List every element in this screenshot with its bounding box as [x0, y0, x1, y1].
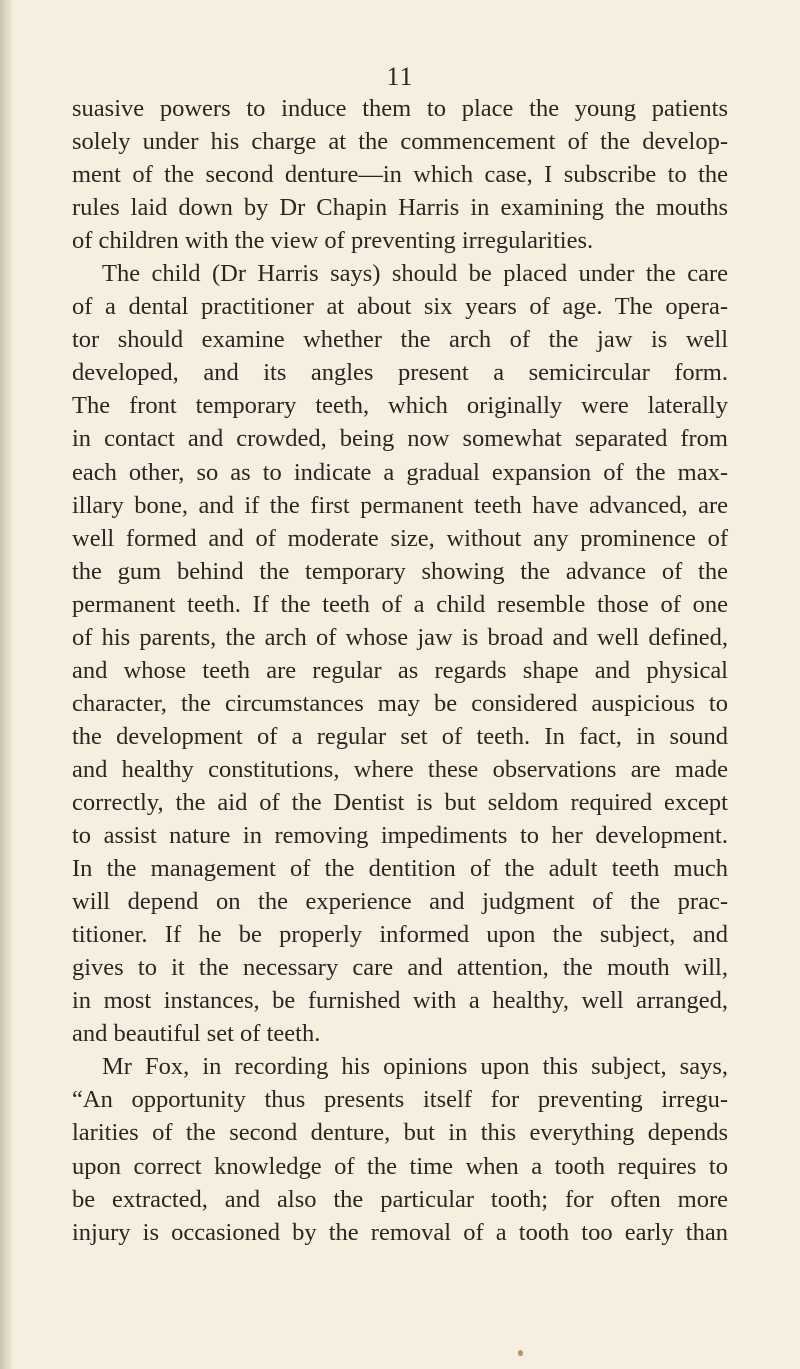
page-number: 11 — [386, 62, 414, 91]
text-line: each other, so as to indicate a gradual expansion of the max- — [72, 458, 728, 486]
text-line: upon correct knowledge of the time when a tooth requires to — [72, 1152, 728, 1180]
text-line: larities of the second denture, but in this everything depends — [72, 1119, 728, 1147]
text-line: character, the circumstances may be considered auspicious to — [72, 689, 728, 717]
text-line: will depend on the experience and judgment of the prac- — [72, 888, 728, 916]
text-line: of a dental practitioner at about six years of age. The opera- — [72, 293, 728, 321]
text-line: gives to it the necessary care and attention, the mouth will, — [72, 954, 728, 982]
text-line: correctly, the aid of the Dentist is but seldom required except — [72, 788, 728, 816]
text-line: developed, and its angles present a semicircular form. — [72, 359, 728, 387]
text-line: and beautiful set of teeth. — [72, 1020, 321, 1048]
text-line: In the management of the dentition of the adult teeth much — [72, 855, 728, 883]
text-line: titioner. If he be properly informed upon the subject, and — [72, 921, 728, 949]
text-line: to assist nature in removing impediments to her development. — [72, 822, 728, 850]
text-line: “An opportunity thus presents itself for preventing irregu- — [72, 1086, 728, 1114]
text-line: solely under his charge at the commencement of the develop- — [72, 128, 728, 156]
text-line: well formed and of moderate size, without any prominence of — [72, 524, 728, 552]
text-line: in most instances, be furnished with a healthy, well arranged, — [72, 987, 728, 1015]
text-line: and healthy constitutions, where these observations are made — [72, 755, 728, 783]
text-line: be extracted, and also the particular tooth; for often more — [72, 1185, 728, 1213]
ink-speck — [518, 1350, 523, 1356]
text-line: the development of a regular set of teeth. In fact, in sound — [72, 722, 728, 750]
text-line: The front temporary teeth, which originally were laterally — [72, 392, 728, 420]
text-line: of children with the view of preventing irregularities. — [72, 227, 594, 255]
text-line: permanent teeth. If the teeth of a child resemble those of one — [72, 590, 728, 618]
text-line: rules laid down by Dr Chapin Harris in examining the mouths — [72, 194, 728, 222]
text-line: in contact and crowded, being now somewhat separated from — [72, 425, 728, 453]
text-line: suasive powers to induce them to place the young patients — [72, 95, 728, 122]
text-line: Mr Fox, in recording his opinions upon this subject, says, — [102, 1053, 728, 1081]
text-line: illary bone, and if the first permanent teeth have advanced, are — [72, 491, 728, 519]
page-binding-edge — [0, 0, 12, 1369]
text-line: the gum behind the temporary showing the advance of the — [72, 557, 728, 585]
text-line: tor should examine whether the arch of the jaw is well — [72, 326, 728, 354]
text-line: of his parents, the arch of whose jaw is broad and well defined, — [72, 623, 728, 651]
body-text — [72, 92, 728, 1249]
text-line: and whose teeth are regular as regards shape and physical — [72, 656, 728, 684]
text-line: injury is occasioned by the removal of a tooth too early than — [72, 1218, 728, 1246]
text-line: ment of the second denture—in which case, I subscribe to the — [72, 161, 728, 189]
text-line: The child (Dr Harris says) should be placed under the care — [102, 260, 728, 288]
